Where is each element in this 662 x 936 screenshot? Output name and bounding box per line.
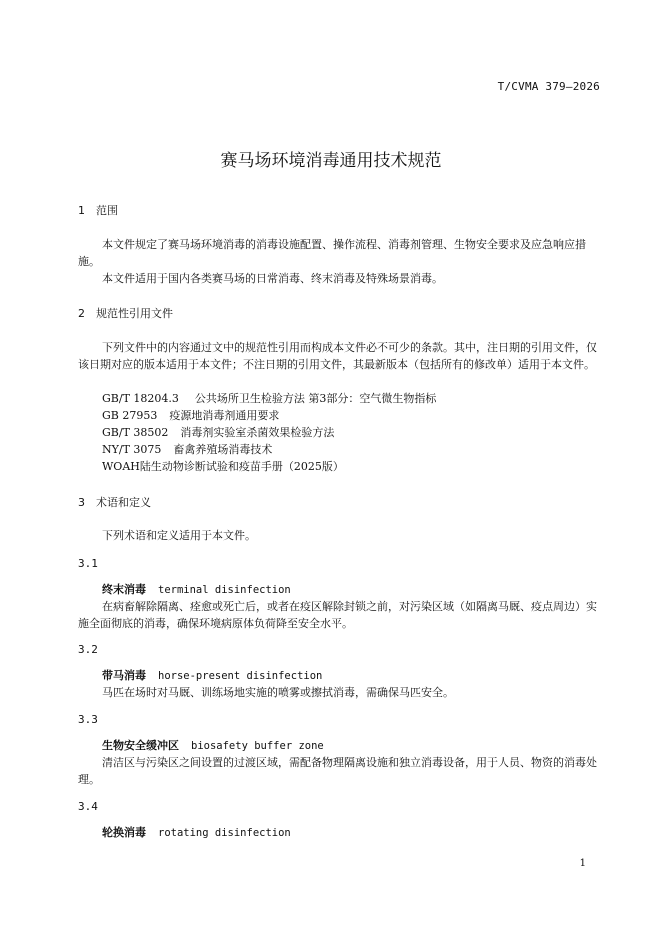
scope-paragraph-1: 本文件规定了赛马场环境消毒的消毒设施配置、操作流程、消毒剂管理、生物安全要求及应急响应措施。 (78, 238, 586, 268)
term-definition: 在病畜解除隔离、痊愈或死亡后，或者在疫区解除封锁之前，对污染区域（如隔离马厩、疫点周边）实施全面彻底的消毒，确保环境病原体负荷降至安全水平。 (78, 600, 597, 630)
reference-title: 疫源地消毒剂通用要求 (169, 409, 280, 422)
section-title: 范围 (96, 204, 118, 217)
reference-code: NY/T 3075 (102, 443, 162, 456)
document-number: T/CVMA 379—2026 (497, 80, 600, 93)
term-chinese: 轮换消毒 (102, 826, 146, 839)
page-number: 1 (579, 858, 586, 869)
term-heading (102, 737, 324, 753)
section-heading-terms-and-definitions (78, 494, 151, 510)
section-number: 1 (78, 204, 85, 217)
reference-code: GB/T 18204.3 (102, 392, 179, 405)
terms-intro-paragraph: 下列术语和定义适用于本文件。 (102, 529, 256, 542)
reference-title: 畜禽养殖场消毒技术 (173, 443, 273, 456)
section-heading-normative-references (78, 305, 173, 321)
scope-paragraph-2: 本文件适用于国内各类赛马场的日常消毒、终末消毒及特殊场景消毒。 (102, 272, 443, 285)
reference-item (102, 390, 436, 406)
reference-code: WOAH陆生动物诊断试验和疫苗手册（2025版） (102, 460, 344, 473)
reference-item (102, 441, 272, 457)
term-chinese: 生物安全缓冲区 (102, 739, 179, 752)
reference-title: 消毒剂实验室杀菌效果检验方法 (180, 426, 335, 439)
section-heading-scope (78, 202, 118, 218)
document-title: 赛马场环境消毒通用技术规范 (220, 151, 442, 171)
term-definition: 清洁区与污染区之间设置的过渡区域，需配备物理隔离设施和独立消毒设备，用于人员、物资的消毒处理。 (78, 756, 597, 786)
term-chinese: 带马消毒 (102, 669, 146, 682)
reference-title: 公共场所卫生检验方法 第3部分：空气微生物指标 (194, 392, 437, 405)
section-title: 术语和定义 (96, 496, 151, 509)
term-number: 3.1 (78, 557, 98, 570)
term-number: 3.4 (78, 800, 98, 813)
reference-item (102, 458, 344, 474)
section-number: 2 (78, 307, 85, 320)
reference-item (102, 407, 279, 423)
term-heading (102, 581, 291, 597)
reference-code: GB 27953 (102, 409, 158, 422)
term-number: 3.3 (78, 713, 98, 726)
reference-code: GB/T 38502 (102, 426, 169, 439)
term-english: rotating disinfection (158, 827, 291, 839)
term-heading (102, 824, 291, 840)
section-number: 3 (78, 496, 85, 509)
normative-intro-paragraph: 下列文件中的内容通过文中的规范性引用而构成本文件必不可少的条款。其中，注日期的引用文件，仅该日期对应的版本适用于本文件；不注日期的引用文件，其最新版本（包括所有的修改单）适用于本文件。 (78, 341, 597, 371)
term-definition: 马匹在场时对马厩、训练场地实施的喷雾或擦拭消毒，需确保马匹安全。 (102, 686, 454, 699)
term-english: horse-present disinfection (158, 670, 323, 682)
term-english: biosafety buffer zone (191, 740, 324, 752)
section-title: 规范性引用文件 (96, 307, 173, 320)
term-english: terminal disinfection (158, 584, 291, 596)
reference-item (102, 424, 334, 440)
term-chinese: 终末消毒 (102, 583, 146, 596)
term-number: 3.2 (78, 643, 98, 656)
term-heading (102, 667, 322, 683)
